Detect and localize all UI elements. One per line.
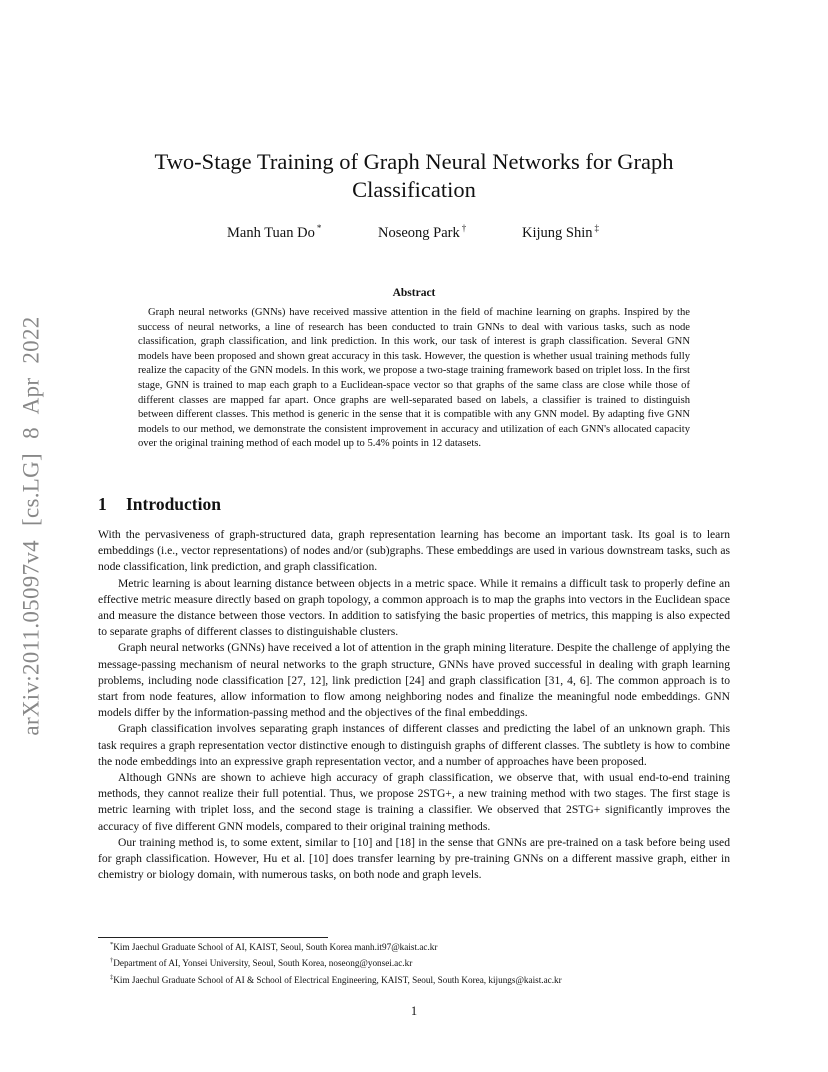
author-name: Manh Tuan Do <box>227 224 315 241</box>
footnote <box>98 938 562 954</box>
author-1 <box>227 223 321 242</box>
footnote <box>98 954 562 970</box>
arxiv-side-label <box>18 292 46 760</box>
footnote-mark: † <box>110 957 114 965</box>
paper-title: Two-Stage Training of Graph Neural Networks for Graph Classification <box>154 149 674 202</box>
paragraph: Metric learning is about learning distance between objects in a metric space. While it remains a difficult task to properly define an effective metric measure directly based on graph topology, a common approach is to map the graphs into vectors in the Euclidean space and measure the distance between those vectors. In addition to satisfying the basic properties of metrics, this mapping is also expected to separate graphs of different classes to distinguishable clusters. <box>98 576 730 639</box>
section-title: Introduction <box>126 494 221 514</box>
paragraph: With the pervasiveness of graph-structured data, graph representation learning has become an important task. Its goal is to learn embeddings (i.e., vector representations) of nodes and/or (sub)graphs. These embeddings are used in various downstream tasks, such as node classification, link prediction, and graph classification. <box>98 528 730 574</box>
paragraph: Graph neural networks (GNNs) have received a lot of attention in the graph mining literature. Despite the challenge of applying the message-passing mechanism of neural networks to the graph structure, GNNs have proved successful in dealing with graph learning problems, including node classification [27, 12], link prediction [24] and graph classification [31, 4, 6]. The common approach is to start from node features, allow information to flow among neighboring nodes and finalize the meaningful node embeddings. GNN models differ by the information-passing method and the objectives of the final embeddings. <box>98 641 730 720</box>
arxiv-identifier: arXiv:2011.05097v4 [cs.LG] 8 Apr 2022 <box>19 316 45 736</box>
footnote-mark: ‡ <box>110 973 114 981</box>
footnote-mark: * <box>110 941 114 948</box>
author-2 <box>378 223 466 242</box>
footnote-text: Kim Jaechul Graduate School of AI & School of Electrical Engineering, KAIST, Seoul, South Korea, kijungs@kaist.ac.kr <box>113 974 562 985</box>
section-number: 1 <box>98 494 107 514</box>
footnote-text: Kim Jaechul Graduate School of AI, KAIST, Seoul, South Korea manh.it97@kaist.ac.kr <box>113 942 438 953</box>
author-footnote-mark: * <box>316 223 322 233</box>
paragraph: Our training method is, to some extent, similar to [10] and [18] in the sense that GNNs are pre-trained on a task before being used for graph classification. However, Hu et al. [10] does transfer learning by pre-training GNNs on a different massive graph, either in chemistry or biology domain, with numerous tasks, on both node and graph levels. <box>98 835 730 882</box>
footnote-text: Department of AI, Yonsei University, Seoul, South Korea, noseong@yonsei.ac.kr <box>113 958 413 969</box>
paragraph: Although GNNs are shown to achieve high accuracy of graph classification, we observe that, with usual end-to-end training methods, they cannot realize their full potential. Thus, we propose 2STG+, a new training method with two stages. The first stage is metric learning with triplet loss, and the second stage is training a classifier. We observed that 2STG+ significantly improves the accuracy of five different GNN models, compared to their original training methods. <box>98 771 730 833</box>
author-footnote-mark: † <box>461 223 467 233</box>
author-3 <box>522 223 599 242</box>
footnotes <box>98 938 562 987</box>
abstract-text: Graph neural networks (GNNs) have received massive attention in the field of machine learning on graphs. Inspired by the success of neural networks, a line of research has been conducted to train GNNs to deal with various tasks, such as node classification, graph classification, and link prediction. In this work, our task of interest is graph classification. Several GNN models have been proposed and shown great accuracy in this task. However, the question is whether usual training methods fully realize the capacity of the GNN models. In this work, we propose a two-stage training framework based on triplet loss. In the first stage, GNN is trained to map each graph to a Euclidean-space vector so that graphs of the same class are close while those of different classes are mapped far apart. Once graphs are well-separated based on labels, a classifier is trained to distinguish between different classes. This method is generic in the sense that it is compatible with any GNN model. By adapting five GNN models to our method, we demonstrate the consistent improvement in accuracy and utilization of each GNN's allocated capacity over the original training method of each model up to 5.4% points in 12 datasets. <box>138 307 690 450</box>
page-number: 1 <box>410 1004 418 1018</box>
footnote <box>98 971 562 987</box>
author-name: Noseong Park <box>378 224 460 241</box>
paragraph: Graph classification involves separating graph instances of different classes and predicting the label of an unknown graph. This task requires a graph representation vector distinctive enough to distinguish graphs of different classes. The subtlety is how to combine the node embeddings into an expressive graph representation vector, and a number of approaches have been proposed. <box>98 722 730 768</box>
section-heading <box>98 494 221 515</box>
author-name: Kijung Shin <box>522 224 593 241</box>
author-footnote-mark: ‡ <box>594 223 599 233</box>
introduction-body <box>98 527 730 883</box>
abstract-heading: Abstract <box>392 287 436 299</box>
